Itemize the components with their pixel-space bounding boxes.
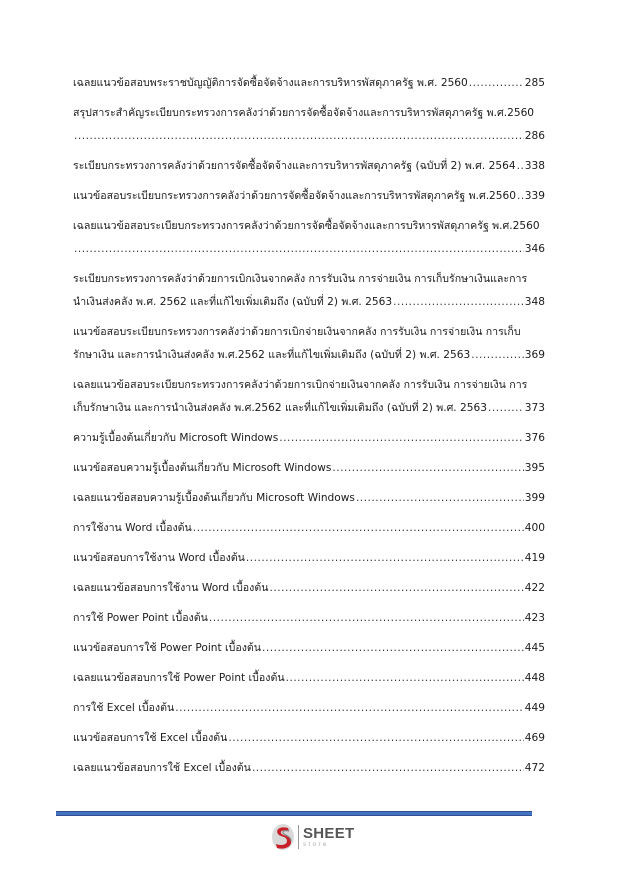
toc-entry[interactable] — [73, 637, 545, 660]
toc-entry-line — [73, 547, 545, 570]
table-of-contents — [73, 72, 545, 787]
toc-entry[interactable] — [73, 374, 545, 420]
toc-page-number: 448 — [524, 672, 545, 684]
toc-page-number: 423 — [524, 612, 545, 624]
toc-page-number: 373 — [524, 402, 545, 414]
footer-divider — [56, 811, 532, 816]
toc-entry[interactable] — [73, 547, 545, 570]
toc-entry[interactable] — [73, 577, 545, 600]
toc-page-number: 400 — [524, 522, 545, 534]
dot-leader — [209, 607, 524, 630]
toc-entry-line — [73, 517, 545, 540]
toc-entry-line — [73, 637, 545, 660]
toc-entry-title: การใช้ Excel เบื้องต้น — [73, 702, 175, 714]
sheet-store-s-logo-icon — [271, 823, 295, 851]
toc-entry-line — [73, 238, 545, 261]
dot-leader — [332, 457, 523, 480]
toc-entry-title: ความรู้เบื้องต้นเกี่ยวกับ Microsoft Windows — [73, 432, 279, 444]
toc-entry-title: นำเงินส่งคลัง พ.ศ. 2562 และที่แก้ไขเพิ่มเติมถึง (ฉบับที่ 2) พ.ศ. 2563 — [73, 296, 393, 308]
toc-entry[interactable] — [73, 268, 545, 314]
dot-leader — [517, 155, 524, 178]
toc-entry-title: เฉลยแนวข้อสอบพระราชบัญญัติการจัดซื้อจัดจ้างและการบริหารพัสดุภาครัฐ พ.ศ. 2560 — [73, 77, 468, 89]
toc-entry-line — [73, 757, 545, 780]
toc-entry[interactable] — [73, 72, 545, 95]
dot-leader — [175, 697, 524, 720]
logo-wordmark: SHEET — [303, 825, 355, 842]
toc-entry-title: เก็บรักษาเงิน และการนำเงินส่งคลัง พ.ศ.2562 และที่แก้ไขเพิ่มเติมถึง (ฉบับที่ 2) พ.ศ. 2563 — [73, 402, 488, 414]
dot-leader — [488, 397, 524, 420]
toc-entry-title: เฉลยแนวข้อสอบระเบียบกระทรวงการคลังว่าด้วยการเบิกจ่ายเงินจากคลัง การรับเงิน การจ่ายเงิน การ — [73, 379, 528, 391]
dot-leader — [471, 344, 524, 367]
toc-entry-line — [73, 697, 545, 720]
toc-entry[interactable] — [73, 487, 545, 510]
toc-page-number: 445 — [524, 642, 545, 654]
toc-entry-line — [73, 397, 545, 420]
toc-entry-title: แนวข้อสอบการใช้งาน Word เบื้องต้น — [73, 552, 245, 564]
toc-page-number: 419 — [524, 552, 545, 564]
toc-entry-title: แนวข้อสอบความรู้เบื้องต้นเกี่ยวกับ Microsoft Windows — [73, 462, 332, 474]
footer-logo — [271, 822, 355, 852]
toc-page-number: 339 — [524, 190, 545, 202]
dot-leader — [246, 547, 524, 570]
toc-page-number: 285 — [524, 77, 545, 89]
toc-entry[interactable] — [73, 727, 545, 750]
toc-page-number: 338 — [524, 160, 545, 172]
toc-entry[interactable] — [73, 517, 545, 540]
toc-entry-title: ระเบียบกระทรวงการคลังว่าด้วยการเบิกเงินจากคลัง การรับเงิน การจ่ายเงิน การเก็บรักษาเงินและการ — [73, 273, 528, 285]
toc-entry-title: เฉลยแนวข้อสอบการใช้ Excel เบื้องต้น — [73, 762, 251, 774]
dot-leader — [269, 577, 523, 600]
toc-entry-title: แนวข้อสอบระเบียบกระทรวงการคลังว่าด้วยการจัดซื้อจัดจ้างและการบริหารพัสดุภาครัฐ พ.ศ.2560 — [73, 190, 517, 202]
logo-subtext: store — [303, 842, 329, 848]
toc-page-number: 395 — [524, 462, 545, 474]
dot-leader — [74, 125, 524, 148]
toc-page-number: 369 — [524, 349, 545, 361]
toc-entry[interactable] — [73, 155, 545, 178]
dot-leader — [74, 238, 524, 261]
toc-entry[interactable] — [73, 607, 545, 630]
toc-page-number: 472 — [524, 762, 545, 774]
toc-page-number: 469 — [524, 732, 545, 744]
toc-entry-title: แนวข้อสอบการใช้ Excel เบื้องต้น — [73, 732, 228, 744]
toc-entry[interactable] — [73, 185, 545, 208]
toc-entry-title: การใช้งาน Word เบื้องต้น — [73, 522, 192, 534]
dot-leader — [279, 427, 524, 450]
toc-page-number: 449 — [524, 702, 545, 714]
toc-entry-line — [73, 427, 545, 450]
toc-entry-title: แนวข้อสอบการใช้ Power Point เบื้องต้น — [73, 642, 262, 654]
toc-entry-title: เฉลยแนวข้อสอบความรู้เบื้องต้นเกี่ยวกับ Microsoft Windows — [73, 492, 355, 504]
toc-entry[interactable] — [73, 757, 545, 780]
dot-leader — [193, 517, 524, 540]
toc-entry-line — [73, 727, 545, 750]
dot-leader — [393, 291, 524, 314]
toc-entry-line — [73, 667, 545, 690]
toc-entry-line — [73, 125, 545, 148]
toc-page-number: 422 — [524, 582, 545, 594]
toc-entry-title: ระเบียบกระทรวงการคลังว่าด้วยการจัดซื้อจัดจ้างและการบริหารพัสดุภาครัฐ (ฉบับที่ 2) พ.ศ. 2564 — [73, 160, 516, 172]
toc-entry-line — [73, 185, 545, 208]
toc-entry-line — [73, 155, 545, 178]
toc-page-number: 376 — [524, 432, 545, 444]
dot-leader — [517, 185, 524, 208]
toc-entry-title: สรุปสาระสำคัญระเบียบกระทรวงการคลังว่าด้วยการจัดซื้อจัดจ้างและการบริหารพัสดุภาครัฐ พ.ศ.2560 — [73, 107, 535, 119]
toc-page-number: 346 — [524, 243, 545, 255]
toc-entry[interactable] — [73, 457, 545, 480]
toc-entry-title: รักษาเงิน และการนำเงินส่งคลัง พ.ศ.2562 และที่แก้ไขเพิ่มเติมถึง (ฉบับที่ 2) พ.ศ. 2563 — [73, 349, 471, 361]
toc-entry-line — [73, 577, 545, 600]
dot-leader — [262, 637, 524, 660]
toc-page-number: 399 — [524, 492, 545, 504]
toc-entry-line — [73, 291, 545, 314]
toc-entry-line — [73, 344, 545, 367]
toc-entry-title: เฉลยแนวข้อสอบการใช้ Power Point เบื้องต้น — [73, 672, 285, 684]
dot-leader — [356, 487, 524, 510]
logo-separator — [298, 825, 299, 849]
toc-entry-title: เฉลยแนวข้อสอบระเบียบกระทรวงการคลังว่าด้วยการจัดซื้อจัดจ้างและการบริหารพัสดุภาครัฐ พ.ศ.2560 — [73, 220, 540, 232]
toc-entry-line — [73, 487, 545, 510]
toc-page-number: 348 — [524, 296, 545, 308]
toc-entry-title: การใช้ Power Point เบื้องต้น — [73, 612, 208, 624]
dot-leader — [228, 727, 523, 750]
toc-page-number: 286 — [524, 130, 545, 142]
toc-entry[interactable] — [73, 102, 545, 148]
dot-leader — [286, 667, 524, 690]
toc-entry[interactable] — [73, 427, 545, 450]
toc-entry-line — [73, 72, 545, 95]
toc-entry-title: เฉลยแนวข้อสอบการใช้งาน Word เบื้องต้น — [73, 582, 269, 594]
toc-entry-line — [73, 457, 545, 480]
toc-entry[interactable] — [73, 321, 545, 367]
toc-entry[interactable] — [73, 667, 545, 690]
toc-entry[interactable] — [73, 697, 545, 720]
toc-entry-line — [73, 607, 545, 630]
toc-entry-title: แนวข้อสอบระเบียบกระทรวงการคลังว่าด้วยการเบิกจ่ายเงินจากคลัง การรับเงิน การจ่ายเงิน การเก็บ — [73, 326, 521, 338]
toc-entry[interactable] — [73, 215, 545, 261]
dot-leader — [469, 72, 524, 95]
dot-leader — [252, 757, 524, 780]
